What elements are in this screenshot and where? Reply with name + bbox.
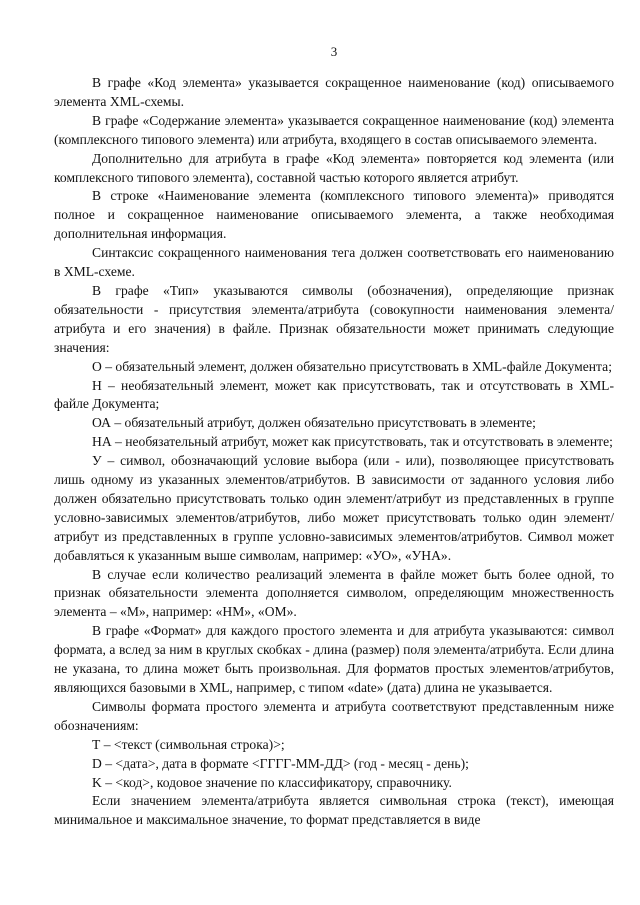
- paragraph-multiplicity: В случае если количество реализаций элемента в файле может быть более одной, то признак обязательности элемента дополняется символом, определяющим множественность элемента – «М», например: «НМ», «ОМ».: [54, 566, 614, 620]
- paragraph-string-format: Если значением элемента/атрибута является символьная строка (текст), имеющая минимальное и максимальное значение, то формат представляется в виде: [54, 793, 614, 828]
- paragraph-type-n: Н – необязательный элемент, может как присутствовать, так и отсутствовать в XML-файле Документа;: [54, 377, 614, 412]
- document-body: [54, 74, 614, 830]
- paragraph-format-symbols: Символы формата простого элемента и атрибута соответствуют представленным ниже обозначениям:: [54, 698, 614, 733]
- paragraph-type: В графе «Тип» указываются символы (обозначения), определяющие признак обязательности - присутствия элемента/атрибута (совокупности наименования элемента/атрибута и его значения) в файле. Признак обязательности может принимать следующие значения:: [54, 282, 614, 355]
- paragraph-element-content: В графе «Содержание элемента» указывается сокращенное наименование (код) элемента (комплексного типового элемента) или атрибута, входящего в состав описываемого элемента.: [54, 112, 614, 147]
- paragraph-format: В графе «Формат» для каждого простого элемента и для атрибута указываются: символ формата, а вслед за ним в круглых скобках - длина (размер) поля элемента/атрибута. Если длина не указана, то длина может быть произвольная. Для форматов простых элементов/атрибутов, являющихся базовыми в XML, например, с типом «date» (дата) длина не указывается.: [54, 623, 614, 695]
- paragraph-syntax: Синтаксис сокращенного наименования тега должен соответствовать его наименованию в XML-схеме.: [54, 245, 614, 280]
- paragraph-format-d: D – <дата>, дата в формате <ГГГГ-ММ-ДД> (год - месяц - день);: [92, 755, 469, 771]
- paragraph-element-code: В графе «Код элемента» указывается сокращенное наименование (код) описываемого элемента XML-схемы.: [54, 75, 614, 109]
- paragraph-type-u: У – символ, обозначающий условие выбора (или - или), позволяющее присутствовать лишь одному из указанных элементов/атрибутов. В зависимости от заданного условия либо должен обязательно присутствовать только один элемент/атрибут из представленных в группе условно-зависимых элементов/атрибутов, либо может присутствовать только один элемент/атрибут из представленных в группе условно-зависимых элементов/атрибутов. Символ может добавляться к указанным выше символам, например: «УО», «УНА».: [54, 453, 614, 563]
- paragraph-format-t: Т – <текст (символьная строка)>;: [92, 736, 285, 752]
- page-number: 3: [330, 44, 338, 59]
- paragraph-format-k: K – <код>, кодовое значение по классификатору, справочнику.: [92, 774, 452, 790]
- paragraph-element-name: В строке «Наименование элемента (комплексного типового элемента)» приводятся полное и сокращенное наименование описываемого элемента, а также необходимая дополнительная информация.: [54, 188, 614, 242]
- paragraph-type-o: О – обязательный элемент, должен обязательно присутствовать в XML-файле Документа;: [92, 358, 612, 374]
- paragraph-attribute-code: Дополнительно для атрибута в графе «Код элемента» повторяется код элемента (или комплексного типового элемента), составной частью которого является атрибут.: [54, 150, 614, 185]
- paragraph-type-na: НА – необязательный атрибут, может как присутствовать, так и отсутствовать в элементе;: [92, 434, 613, 450]
- paragraph-type-oa: ОА – обязательный атрибут, должен обязательно присутствовать в элементе;: [92, 415, 536, 431]
